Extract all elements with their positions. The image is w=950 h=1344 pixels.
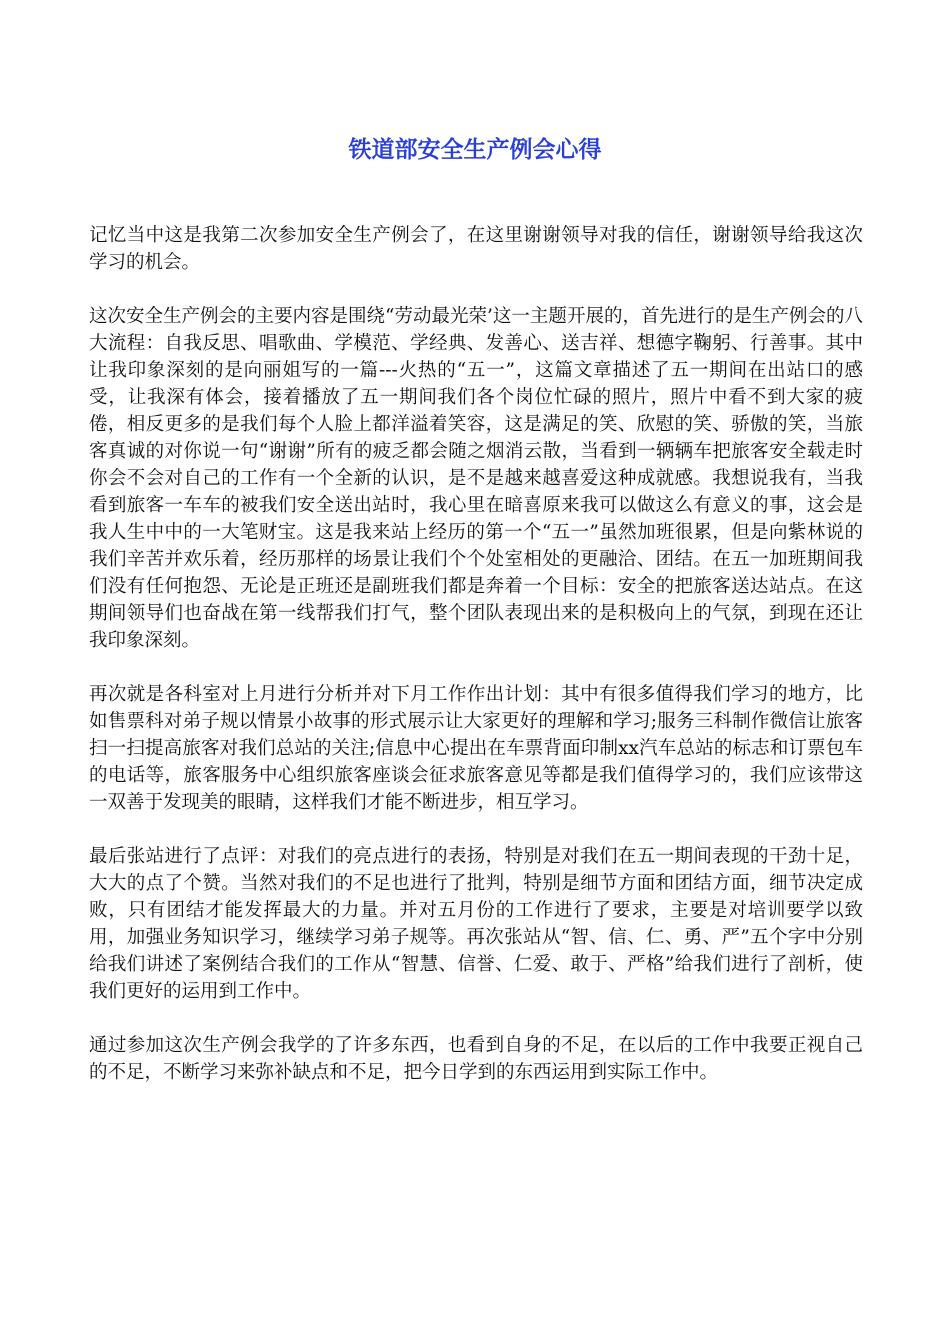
paragraph-5: 通过参加这次生产例会我学的了许多东西，也看到自身的不足，在以后的工作中我要正视自己的不足，不断学习来弥补缺点和不足，把今日学到的东西运用到实际工作中。 — [89, 1035, 863, 1083]
paragraph-1: 记忆当中这是我第二次参加安全生产例会了，在这里谢谢领导对我的信任，谢谢领导给我这次学习的机会。 — [89, 225, 863, 273]
document-body — [89, 222, 863, 1086]
paragraph-3: 再次就是各科室对上月进行分析并对下月工作作出计划：其中有很多值得我们学习的地方，比如售票科对弟子规以情景小故事的形式展示让大家更好的理解和学习;服务三科制作微信让旅客扫一扫提高旅客对我们总站的关注;信息中心提出在车票背面印制xx汽车总站的标志和订票包车的电话等，旅客服务中心组织旅客座谈会征求旅客意见等都是我们值得学习的，我们应该带这一双善于发现美的眼睛，这样我们才能不断进步，相互学习。 — [89, 684, 863, 813]
paragraph-2: 这次安全生产例会的主要内容是围绕“劳动最光荣’这一主题开展的，首先进行的是生产例会的八大流程：自我反思、唱歌曲、学模范、学经典、发善心、送吉祥、想德字鞠躬、行善事。其中让我印象深刻的是向丽姐写的一篇---火热的“五一”，这篇文章描述了五一期间在出站口的感受，让我深有体会，接着播放了五一期间我们各个岗位忙碌的照片，照片中看不到大家的疲倦，相反更多的是我们每个人脸上都洋溢着笑容，这是满足的笑、欣慰的笑、骄傲的笑，当旅客真诚的对你说一句“谢谢”所有的疲乏都会随之烟消云散，当看到一辆辆车把旅客安全载走时你会不会对自己的工作有一个全新的认识，是不是越来越喜爱这种成就感。我想说我有，当我看到旅客一车车的被我们安全送出站时，我心里在暗喜原来我可以做这么有意义的事，这会是我人生中中的一大笔财宝。这是我来站上经历的第一个“五一”虽然加班很累，但是向紫林说的我们辛苦并欢乐着，经历那样的场景让我们个个处室相处的更融洽、团结。在五一加班期间我们没有任何抱怨、无论是正班还是副班我们都是奔着一个目标：安全的把旅客送达站点。在这期间领导们也奋战在第一线帮我们打气，整个团队表现出来的是积极向上的气氛，到现在还让我印象深刻。 — [89, 306, 863, 651]
document-title: 铁道部安全生产例会心得 — [348, 137, 602, 163]
paragraph-4: 最后张站进行了点评：对我们的亮点进行的表扬，特别是对我们在五一期间表现的干劲十足，大大的点了个赞。当然对我们的不足也进行了批判，特别是细节方面和团结方面，细节决定成败，只有团结才能发挥最大的力量。并对五月份的工作进行了要求，主要是对培训要学以致用，加强业务知识学习，继续学习弟子规等。再次张站从“智、信、仁、勇、严”五个字中分别给我们讲述了案例结合我们的工作从“智慧、信誉、仁爱、敢于、严格”给我们进行了剖析，使我们更好的运用到工作中。 — [89, 846, 863, 1002]
